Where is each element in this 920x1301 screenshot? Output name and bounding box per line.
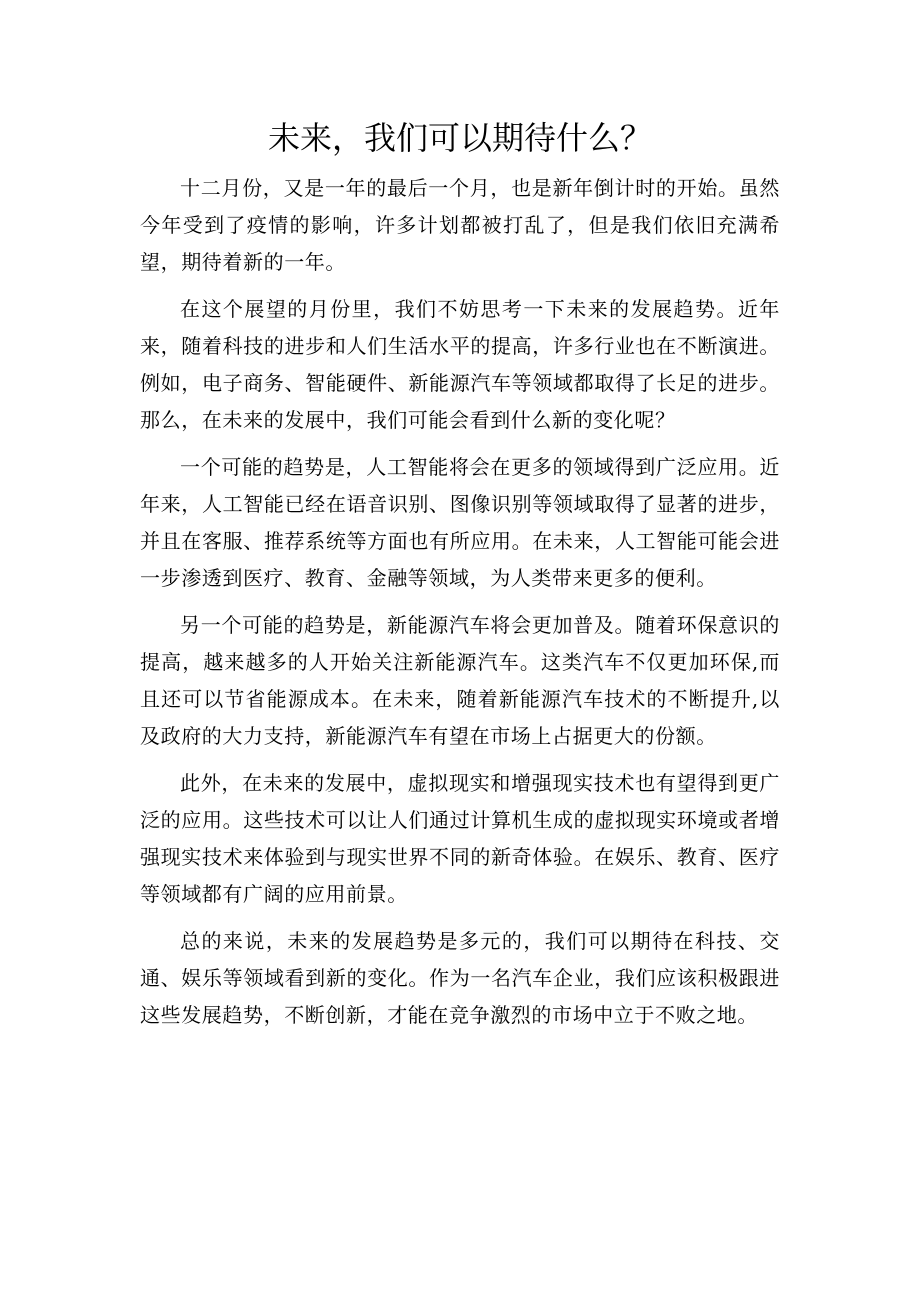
paragraph-5: 此外，在未来的发展中，虚拟现实和增强现实技术也有望得到更广泛的应用。这些技术可以让人们通过计算机生成的虚拟现实环境或者增强现实技术来体验到与现实世界不同的新奇体验。在娱乐、教育、医疗等领域都有广阔的应用前景。 bbox=[140, 771, 780, 906]
paragraph-1: 十二月份，又是一年的最后一个月，也是新年倒计时的开始。虽然今年受到了疫情的影响，许多计划都被打乱了，但是我们依旧充满希望，期待着新的一年。 bbox=[140, 176, 780, 274]
document-body bbox=[140, 170, 780, 1044]
document-title: 未来，我们可以期待什么？ bbox=[267, 119, 652, 157]
paragraph-4: 另一个可能的趋势是，新能源汽车将会更加普及。随着环保意识的提高，越来越多的人开始关注新能源汽车。这类汽车不仅更加环保,而且还可以节省能源成本。在未来，随着新能源汽车技术的不断提升,以及政府的大力支持，新能源汽车有望在市场上占据更大的份额。 bbox=[140, 613, 780, 748]
paragraph-6: 总的来说，未来的发展趋势是多元的，我们可以期待在科技、交通、娱乐等领域看到新的变化。作为一名汽车企业，我们应该积极跟进这些发展趋势，不断创新，才能在竞争激烈的市场中立于不败之地。 bbox=[140, 929, 780, 1027]
paragraph-3: 一个可能的趋势是，人工智能将会在更多的领域得到广泛应用。近年来，人工智能已经在语音识别、图像识别等领域取得了显著的进步，并且在客服、推荐系统等方面也有所应用。在未来，人工智能可能会进一步渗透到医疗、教育、金融等领域，为人类带来更多的便利。 bbox=[140, 455, 780, 590]
paragraph-2: 在这个展望的月份里，我们不妨思考一下未来的发展趋势。近年来，随着科技的进步和人们生活水平的提高，许多行业也在不断演进。例如，电子商务、智能硬件、新能源汽车等领域都取得了长足的进步。那么，在未来的发展中，我们可能会看到什么新的变化呢？ bbox=[140, 297, 780, 432]
